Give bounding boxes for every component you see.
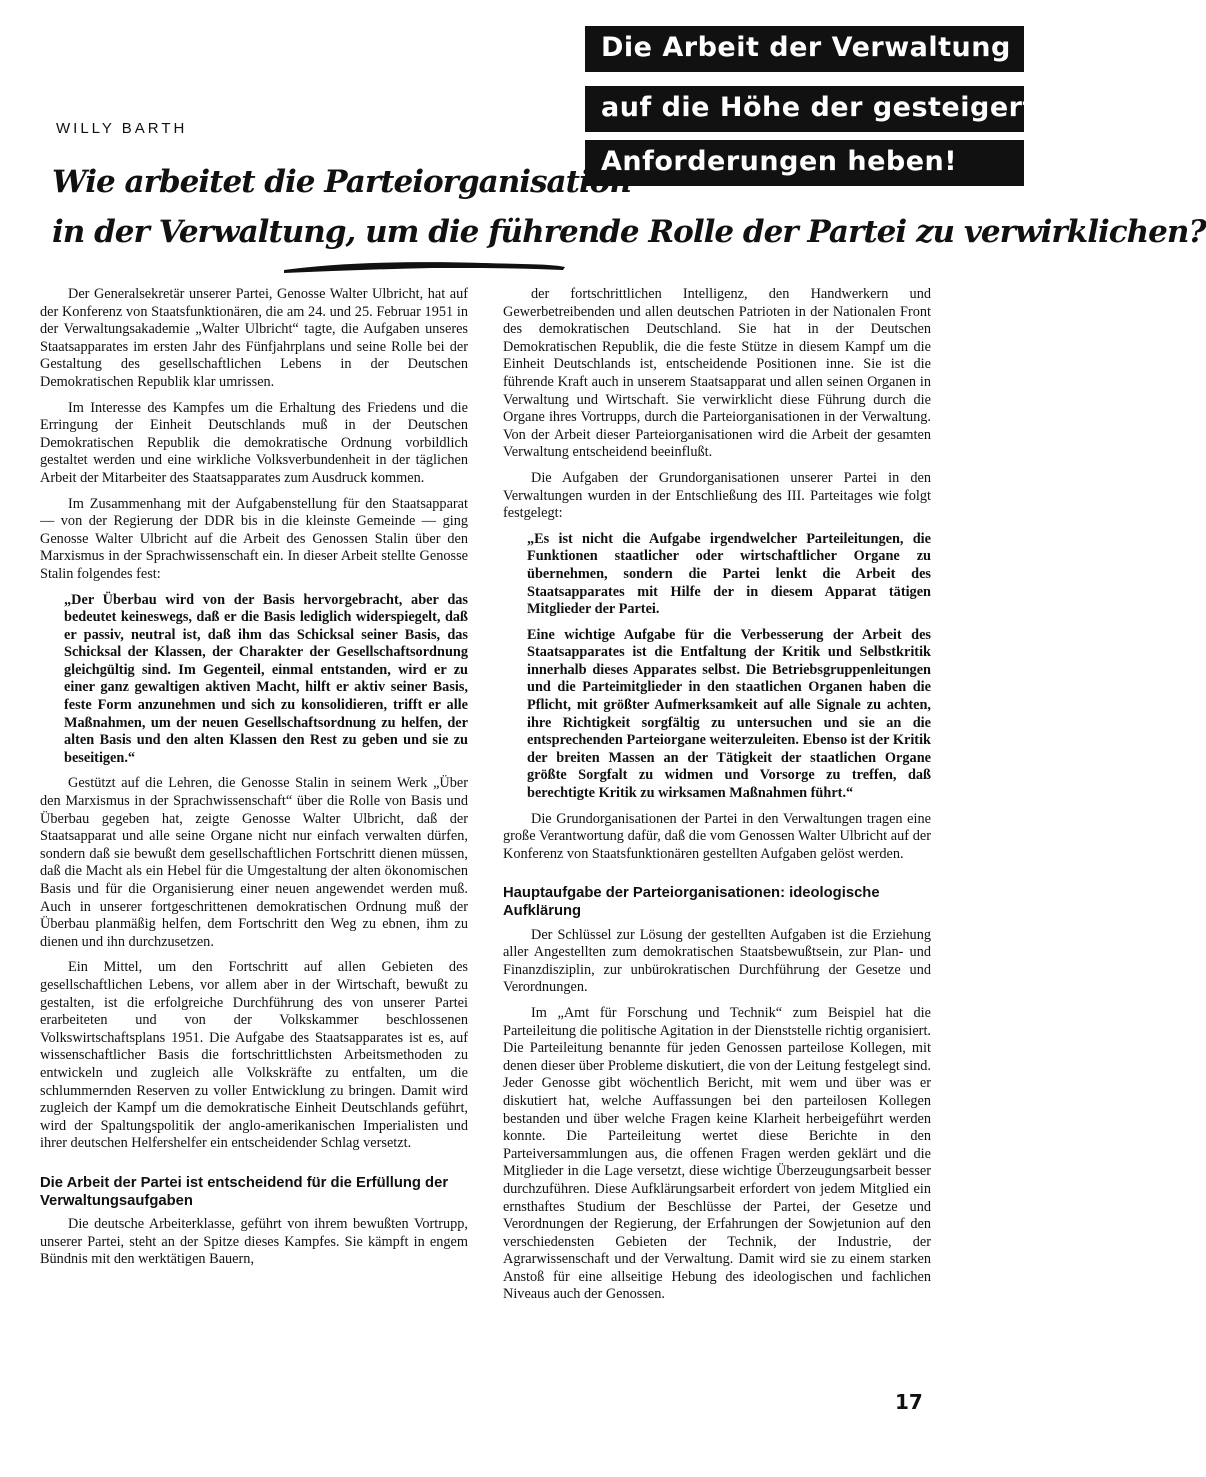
- headline-line-2: in der Verwaltung, um die führende Rolle der Partei zu verwirklichen?: [52, 214, 1206, 250]
- paragraph: Im „Amt für Forschung und Technik“ zum Beispiel hat die Parteileitung die politische Agitation in der Dienststelle richtig organisiert. Die Parteileitung benannte für jeden Genossen parteilose Kollegen, mit denen dieser über Probleme diskutiert, die von der Leitung festgelegt sind. Jeder Genosse gibt wöchentlich Bericht, mit wem und über was er diskutiert hat, welche Auffassungen bei den parteilosen Kollegen bestanden und über welche Fragen keine Klarheit herbeigeführt werden konnte. Die Parteileitung wertet diese Berichte in den Parteiversammlungen aus, die offenen Fragen werden geklärt und die Mitglieder in die Lage versetzt, diese wichtige Überzeugungsarbeit besser durchzuführen. Diese Aufklärungsarbeit erfordert von jedem Mitglied ein ernsthaftes Studium der Beschlüsse der Partei, der Gesetze und Verordnungen der Regierung, der Erfahrungen der Sowjetunion auf den verschiedensten Gebieten der Technik, der Industrie, der Agrarwissenschaft und der Verwaltung. Damit wird sie zu einem starken Anstoß für eine allseitige Hebung des ideologischen und fachlichen Niveaus auch der Genossen.: [503, 1004, 931, 1303]
- banner-line-1: Die Arbeit der Verwaltung: [585, 26, 1024, 72]
- banner-line-2: auf die Höhe der gesteigerten: [585, 86, 1024, 132]
- stalin-quote: „Der Überbau wird von der Basis hervorgebracht, aber das bedeutet keineswegs, daß er die Basis lediglich widerspiegelt, daß er passiv, neutral ist, daß ihm das Schicksal seiner Basis, das Schicksal der Klassen, der Charakter der Gesellschaftsordnung gleichgültig sind. Im Gegenteil, einmal entstanden, wird er zu einer ganz gewaltigen aktiven Macht, hilft er aktiv seiner Basis, feste Form anzunehmen und sich zu konsolidieren, trifft er alle Maßnahmen, um der neuen Gesellschaftsordnung zu helfen, der alten Basis und den alten Klassen den Rest zu geben und sie zu beseitigen.“: [64, 591, 468, 766]
- paragraph: Die Grundorganisationen der Partei in den Verwaltungen tragen eine große Verantwortung dafür, daß die vom Genossen Walter Ulbricht auf der Konferenz von Staatsfunktionären gestellten Aufgaben gelöst werden.: [503, 810, 931, 862]
- author-byline: WILLY BARTH: [56, 120, 188, 137]
- headline-underline-swash: [282, 258, 567, 276]
- section-heading: Hauptaufgabe der Parteiorganisationen: ideologische Aufklärung: [503, 885, 880, 919]
- paragraph: Die Aufgaben der Grundorganisationen unserer Partei in den Verwaltungen wurden in der Entschließung des III. Parteitages wie folgt festgelegt:: [503, 469, 931, 522]
- headline-line-1: Wie arbeitet die Parteiorganisation: [52, 164, 631, 200]
- left-column: [40, 286, 468, 1277]
- resolution-quote: Eine wichtige Aufgabe für die Verbesserung der Arbeit des Staatsapparates ist die Entfaltung der Kritik und Selbstkritik innerhalb dieses Apparates selbst. Die Betriebsgruppenleitungen und die Parteimitglieder in den staatlichen Organen haben die Pflicht, mit größter Aufmerksamkeit auf alle Signale zu achten, ihre Richtigkeit sorgfältig zu untersuchen und sie an die entsprechenden Parteiorgane weiterzuleiten. Ebenso ist der Kritik der breiten Massen an der Tätigkeit der staatlichen Organe größte Sorgfalt zu widmen und Vorsorge zu treffen, daß berechtigte Kritik zu wirksamen Maßnahmen führt.“: [527, 626, 931, 802]
- paragraph: Der Schlüssel zur Lösung der gestellten Aufgaben ist die Erziehung aller Angestellten zum demokratischen Staatsbewußtsein, zur Plan- und Finanzdisziplin, zur unbürokratischen Durchführung der Gesetze und Verordnungen.: [503, 926, 931, 996]
- paragraph: Im Interesse des Kampfes um die Erhaltung des Friedens und die Erringung der Einheit Deutschlands muß in der Deutschen Demokratischen Republik die demokratische Ordnung vorbildlich gestaltet werden und eine wirkliche Volksverbundenheit in der täglichen Arbeit der Mitarbeiter des Staatsapparates zum Ausdruck kommen.: [40, 399, 468, 486]
- paragraph: Die deutsche Arbeiterklasse, geführt von ihrem bewußten Vortrupp, unserer Partei, steht an der Spitze dieses Kampfes. Sie kämpft in engem Bündnis mit den werktätigen Bauern,: [40, 1216, 468, 1268]
- paragraph: Gestützt auf die Lehren, die Genosse Stalin in seinem Werk „Über den Marxismus in der Sprachwissenschaft“ über die Rolle von Basis und Überbau gegeben hat, zeigte Genosse Walter Ulbricht, daß der Staatsapparat und alle seine Organe nicht nur einfach verwalten dürfen, sondern daß sie bewußt dem gesellschaftlichen Fortschritt dienen müssen, daß die Macht als ein Hebel für die Umgestaltung der alten ökonomischen Basis und für die Organisierung einer neuen angewendet werden muß. Auch in unserer fortgeschrittenen demokratischen Ordnung muß der Überbau planmäßig helfen, dem Fortschritt den Weg zu ebnen, ihm zu dienen und ihn durchzusetzen.: [40, 775, 468, 950]
- section-heading: Die Arbeit der Partei ist entscheidend für die Erfüllung der Verwaltungsaufgaben: [40, 1174, 449, 1209]
- right-column: [503, 286, 931, 1312]
- banner-line-3: Anforderungen heben!: [585, 140, 1024, 186]
- paragraph: der fortschrittlichen Intelligenz, den Handwerkern und Gewerbetreibenden und allen deutschen Patrioten in der Nationalen Front des demokratischen Deutschland. Sie hat in der Deutschen Demokratischen Republik, die die feste Stütze in diesem Kampf um die Einheit Deutschlands ist, entscheidende Positionen inne. Sie ist die führende Kraft auch in unserem Staatsapparat und allen seinen Organen in Verwaltung und Wirtschaft. Sie verwirklicht diese Führung durch die Organe ihres Vortrupps, durch die Parteiorganisationen in der Verwaltung. Von der Arbeit dieser Parteiorganisationen wird die Arbeit der gesamten Verwaltung entscheidend beeinflußt.: [503, 286, 931, 461]
- resolution-quote: „Es ist nicht die Aufgabe irgendwelcher Parteileitungen, die Funktionen staatlicher oder wirtschaftlicher Organe zu übernehmen, sondern die Partei lenkt die Arbeit des Staatsapparates mit Hilfe der in diesem Apparat tätigen Mitglieder der Partei.: [527, 530, 931, 618]
- paragraph: Ein Mittel, um den Fortschritt auf allen Gebieten des gesellschaftlichen Lebens, vor allem aber in der Wirtschaft, bewußt zu gestalten, ist die erfolgreiche Durchführung des von unserer Partei erarbeiteten und von der Volkskammer beschlossenen Volkswirtschaftsplans 1951. Die Aufgabe des Staatsapparates ist es, auf wissenschaftlicher Basis die fortschrittlichsten Arbeitsmethoden zu entwickeln und zugleich alle Volkskräfte zu entfalten, um die schlummernden Reserven zu voller Entwicklung zu bringen. Damit wird zugleich der Kampf um die demokratische Einheit Deutschlands geführt, wird der Spaltungspolitik der anglo-amerikanischen Imperialisten und ihrer deutschen Helfershelfer ein entscheidender Schlag versetzt.: [40, 959, 468, 1152]
- paragraph: Im Zusammenhang mit der Aufgabenstellung für den Staatsapparat — von der Regierung der DDR bis in die kleinste Gemeinde — ging Genosse Walter Ulbricht auf die Arbeit des Genossen Stalin über den Marxismus in der Sprachwissenschaft ein. In dieser Arbeit stellte Genosse Stalin folgendes fest:: [40, 495, 468, 582]
- page-number: 17: [895, 1390, 923, 1414]
- paragraph: Der Generalsekretär unserer Partei, Genosse Walter Ulbricht, hat auf der Konferenz von Staatsfunktionären, die am 24. und 25. Februar 1951 in der Verwaltungsakademie „Walter Ulbricht“ tagte, die Aufgaben unseres Staatsapparates im ersten Jahr des Fünfjahrplans und seine Rolle bei der Gestaltung des gesellschaftlichen Lebens in der Deutschen Demokratischen Republik klar umrissen.: [40, 286, 468, 390]
